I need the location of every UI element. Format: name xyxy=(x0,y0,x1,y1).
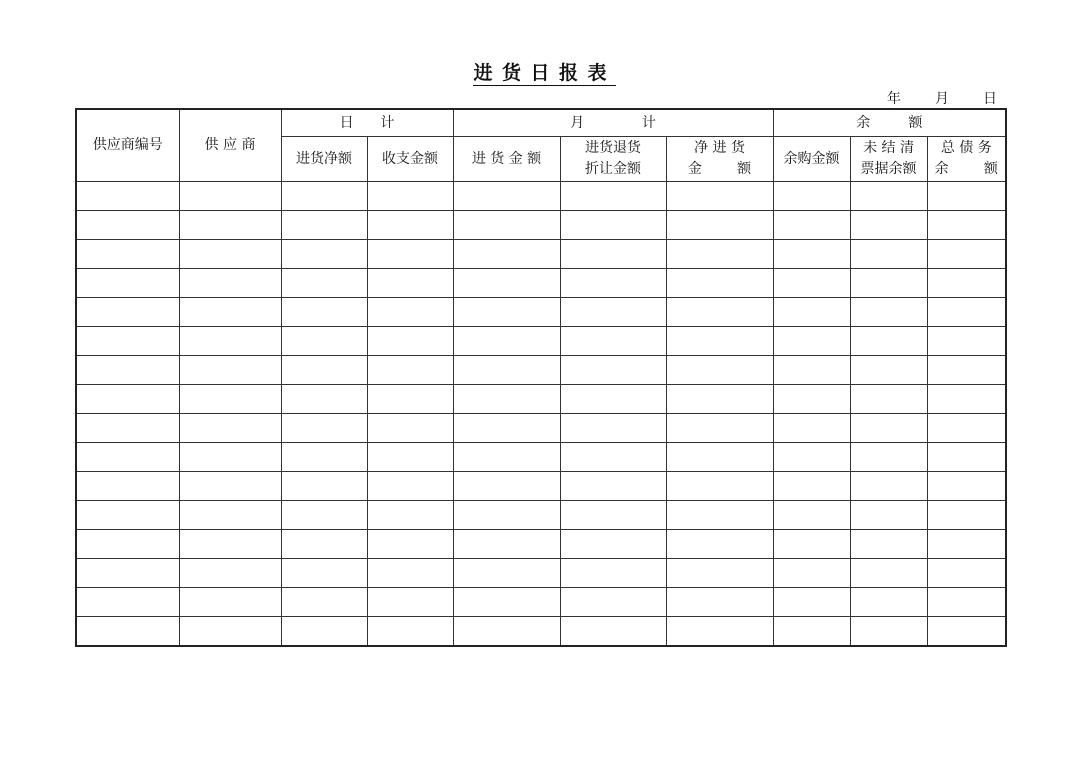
table-cell[interactable] xyxy=(927,472,1006,501)
table-cell[interactable] xyxy=(773,356,850,385)
table-row xyxy=(76,472,1006,501)
table-cell[interactable] xyxy=(179,356,281,385)
table-cell[interactable] xyxy=(850,269,927,298)
table-cell[interactable] xyxy=(367,356,453,385)
header-monthly-purchase-amount-text: 进 货 金 额 xyxy=(471,150,542,167)
table-cell[interactable] xyxy=(666,211,773,240)
table-cell[interactable] xyxy=(927,530,1006,559)
header-group-monthly xyxy=(453,109,773,137)
table-cell[interactable] xyxy=(281,443,367,472)
table-cell[interactable] xyxy=(927,385,1006,414)
table-cell[interactable] xyxy=(773,530,850,559)
table-cell[interactable] xyxy=(773,327,850,356)
table-cell[interactable] xyxy=(281,588,367,617)
table-cell[interactable] xyxy=(179,385,281,414)
table-cell[interactable] xyxy=(773,472,850,501)
header-daily-receipts-text: 收支金额 xyxy=(382,150,438,167)
table-row xyxy=(76,501,1006,530)
table-cell[interactable] xyxy=(927,356,1006,385)
table-cell[interactable] xyxy=(179,414,281,443)
header-supplier xyxy=(179,109,281,182)
table-row xyxy=(76,211,1006,240)
table-cell[interactable] xyxy=(367,588,453,617)
table-cell[interactable] xyxy=(560,356,666,385)
header-daily-net-purchase xyxy=(281,137,367,182)
header-group-balance xyxy=(773,109,1006,137)
header-monthly-net-line2: 金 额 xyxy=(687,161,752,177)
table-row xyxy=(76,298,1006,327)
header-group-balance-text: 余 额 xyxy=(856,114,923,131)
table-cell[interactable] xyxy=(927,182,1006,211)
table-cell[interactable] xyxy=(666,501,773,530)
table-cell[interactable] xyxy=(281,182,367,211)
table-cell[interactable] xyxy=(76,559,179,588)
table-row xyxy=(76,240,1006,269)
table-cell[interactable] xyxy=(281,414,367,443)
table-cell[interactable] xyxy=(281,240,367,269)
table-cell[interactable] xyxy=(666,443,773,472)
table-cell[interactable] xyxy=(927,443,1006,472)
table-cell[interactable] xyxy=(76,211,179,240)
header-group-monthly-text: 月 计 xyxy=(570,114,656,131)
table-cell[interactable] xyxy=(850,327,927,356)
header-monthly-net-line1: 净 进 货 xyxy=(694,140,745,156)
table-cell[interactable] xyxy=(666,385,773,414)
table-cell[interactable] xyxy=(773,240,850,269)
table-cell[interactable] xyxy=(773,617,850,647)
table-cell[interactable] xyxy=(850,240,927,269)
table-cell[interactable] xyxy=(179,269,281,298)
table-cell[interactable] xyxy=(453,240,560,269)
table-cell[interactable] xyxy=(367,472,453,501)
table-row xyxy=(76,356,1006,385)
table-cell[interactable] xyxy=(850,211,927,240)
table-cell[interactable] xyxy=(367,240,453,269)
table-cell[interactable] xyxy=(560,559,666,588)
table-cell[interactable] xyxy=(927,211,1006,240)
table-cell[interactable] xyxy=(367,298,453,327)
header-balance-unsettled-line1: 未 结 清 xyxy=(863,140,914,156)
header-balance-total-debt xyxy=(927,137,1006,182)
report-body xyxy=(76,182,1006,647)
table-cell[interactable] xyxy=(560,269,666,298)
header-balance-unsettled xyxy=(850,137,927,182)
table-cell[interactable] xyxy=(76,298,179,327)
table-cell[interactable] xyxy=(367,617,453,647)
table-cell[interactable] xyxy=(453,385,560,414)
table-cell[interactable] xyxy=(179,530,281,559)
table-cell[interactable] xyxy=(453,443,560,472)
table-cell[interactable] xyxy=(666,559,773,588)
header-monthly-return-line1: 进货退货 xyxy=(585,140,642,156)
table-cell[interactable] xyxy=(179,588,281,617)
table-cell[interactable] xyxy=(281,559,367,588)
table-cell[interactable] xyxy=(560,530,666,559)
table-cell[interactable] xyxy=(666,530,773,559)
table-cell[interactable] xyxy=(367,385,453,414)
table-cell[interactable] xyxy=(367,559,453,588)
table-cell[interactable] xyxy=(850,356,927,385)
table-cell[interactable] xyxy=(453,327,560,356)
table-cell[interactable] xyxy=(179,327,281,356)
header-balance-purchase xyxy=(773,137,850,182)
table-cell[interactable] xyxy=(927,414,1006,443)
table-cell[interactable] xyxy=(927,327,1006,356)
table-cell[interactable] xyxy=(367,182,453,211)
header-supplier-id xyxy=(76,109,179,182)
table-cell[interactable] xyxy=(850,559,927,588)
table-cell[interactable] xyxy=(560,182,666,211)
table-cell[interactable] xyxy=(773,414,850,443)
date-year-label: 年 xyxy=(887,91,901,107)
table-cell[interactable] xyxy=(850,530,927,559)
table-cell[interactable] xyxy=(560,588,666,617)
header-monthly-return-line2: 折让金额 xyxy=(585,161,642,177)
table-cell[interactable] xyxy=(76,269,179,298)
table-cell[interactable] xyxy=(453,530,560,559)
table-cell[interactable] xyxy=(76,501,179,530)
table-row xyxy=(76,559,1006,588)
header-daily-receipts xyxy=(367,137,453,182)
table-cell[interactable] xyxy=(850,472,927,501)
table-cell[interactable] xyxy=(179,298,281,327)
table-cell[interactable] xyxy=(76,472,179,501)
table-cell[interactable] xyxy=(773,385,850,414)
table-cell[interactable] xyxy=(560,298,666,327)
table-cell[interactable] xyxy=(927,588,1006,617)
table-cell[interactable] xyxy=(281,530,367,559)
header-group-daily xyxy=(281,109,453,137)
table-cell[interactable] xyxy=(453,472,560,501)
header-balance-purchase-text: 余购金额 xyxy=(783,150,840,167)
table-cell[interactable] xyxy=(76,327,179,356)
header-supplier-text: 供 应 商 xyxy=(204,137,256,153)
header-group-daily-text: 日 计 xyxy=(339,114,395,131)
table-cell[interactable] xyxy=(927,298,1006,327)
table-cell[interactable] xyxy=(281,298,367,327)
table-cell[interactable] xyxy=(850,385,927,414)
table-cell[interactable] xyxy=(179,240,281,269)
table-cell[interactable] xyxy=(927,617,1006,647)
table-cell[interactable] xyxy=(367,211,453,240)
table-row xyxy=(76,385,1006,414)
table-cell[interactable] xyxy=(179,211,281,240)
table-row xyxy=(76,414,1006,443)
purchase-daily-report-table xyxy=(75,108,1007,647)
table-cell[interactable] xyxy=(76,356,179,385)
table-cell[interactable] xyxy=(666,414,773,443)
table-row xyxy=(76,530,1006,559)
table-cell[interactable] xyxy=(773,443,850,472)
table-cell[interactable] xyxy=(453,414,560,443)
table-cell[interactable] xyxy=(560,385,666,414)
table-cell[interactable] xyxy=(453,617,560,647)
table-cell[interactable] xyxy=(666,240,773,269)
table-cell[interactable] xyxy=(281,211,367,240)
table-cell[interactable] xyxy=(179,501,281,530)
table-cell[interactable] xyxy=(560,472,666,501)
header-monthly-purchase-amount xyxy=(453,137,560,182)
table-cell[interactable] xyxy=(666,617,773,647)
table-cell[interactable] xyxy=(666,182,773,211)
table-cell[interactable] xyxy=(179,443,281,472)
table-cell[interactable] xyxy=(76,240,179,269)
table-cell[interactable] xyxy=(453,356,560,385)
table-cell[interactable] xyxy=(850,617,927,647)
table-cell[interactable] xyxy=(850,298,927,327)
table-cell[interactable] xyxy=(927,240,1006,269)
table-cell[interactable] xyxy=(281,269,367,298)
table-cell[interactable] xyxy=(560,240,666,269)
table-cell[interactable] xyxy=(76,385,179,414)
table-cell[interactable] xyxy=(666,327,773,356)
table-cell[interactable] xyxy=(560,414,666,443)
table-cell[interactable] xyxy=(453,298,560,327)
table-cell[interactable] xyxy=(76,588,179,617)
header-monthly-return-allowance xyxy=(560,137,666,182)
header-daily-net-purchase-text: 进货净额 xyxy=(296,150,352,167)
table-cell[interactable] xyxy=(560,617,666,647)
date-day-label: 日 xyxy=(983,91,997,107)
table-cell[interactable] xyxy=(367,530,453,559)
table-cell[interactable] xyxy=(281,501,367,530)
header-balance-total-line2: 余 额 xyxy=(934,161,998,177)
table-cell[interactable] xyxy=(453,211,560,240)
table-cell[interactable] xyxy=(453,269,560,298)
table-cell[interactable] xyxy=(281,327,367,356)
table-cell[interactable] xyxy=(666,472,773,501)
header-balance-total-line1: 总 债 务 xyxy=(940,140,992,156)
table-cell[interactable] xyxy=(367,327,453,356)
table-cell[interactable] xyxy=(773,269,850,298)
header-monthly-net-purchase xyxy=(666,137,773,182)
table-cell[interactable] xyxy=(927,501,1006,530)
table-cell[interactable] xyxy=(773,182,850,211)
table-cell[interactable] xyxy=(560,327,666,356)
table-cell[interactable] xyxy=(281,356,367,385)
table-cell[interactable] xyxy=(666,588,773,617)
table-cell[interactable] xyxy=(179,617,281,647)
table-cell[interactable] xyxy=(453,501,560,530)
table-cell[interactable] xyxy=(850,588,927,617)
table-cell[interactable] xyxy=(281,617,367,647)
table-cell[interactable] xyxy=(850,501,927,530)
table-row xyxy=(76,327,1006,356)
table-cell[interactable] xyxy=(179,472,281,501)
table-cell[interactable] xyxy=(773,501,850,530)
table-cell[interactable] xyxy=(367,443,453,472)
table-cell[interactable] xyxy=(666,269,773,298)
table-cell[interactable] xyxy=(666,356,773,385)
date-line xyxy=(887,88,997,108)
table-cell[interactable] xyxy=(453,182,560,211)
table-row xyxy=(76,182,1006,211)
table-cell[interactable] xyxy=(773,588,850,617)
table-cell[interactable] xyxy=(850,414,927,443)
table-cell[interactable] xyxy=(179,559,281,588)
table-cell[interactable] xyxy=(560,443,666,472)
table-cell[interactable] xyxy=(179,182,281,211)
table-cell[interactable] xyxy=(560,501,666,530)
date-month-label: 月 xyxy=(935,91,949,107)
report-title-text: 进货日报表 xyxy=(473,62,616,84)
header-balance-unsettled-line2: 票据余额 xyxy=(860,161,917,177)
table-cell[interactable] xyxy=(281,472,367,501)
table-cell[interactable] xyxy=(773,211,850,240)
table-cell[interactable] xyxy=(367,269,453,298)
table-cell[interactable] xyxy=(773,298,850,327)
table-cell[interactable] xyxy=(453,588,560,617)
table-cell[interactable] xyxy=(76,530,179,559)
table-cell[interactable] xyxy=(76,443,179,472)
table-row xyxy=(76,588,1006,617)
table-cell[interactable] xyxy=(850,182,927,211)
table-cell[interactable] xyxy=(281,385,367,414)
table-cell[interactable] xyxy=(453,559,560,588)
header-supplier-id-text: 供应商编号 xyxy=(92,137,163,153)
table-cell[interactable] xyxy=(850,443,927,472)
table-cell[interactable] xyxy=(76,414,179,443)
table-cell[interactable] xyxy=(927,269,1006,298)
table-row xyxy=(76,269,1006,298)
table-cell[interactable] xyxy=(76,617,179,647)
table-cell[interactable] xyxy=(666,298,773,327)
table-row xyxy=(76,617,1006,647)
report-title xyxy=(0,58,1080,85)
table-row xyxy=(76,443,1006,472)
table-cell[interactable] xyxy=(367,414,453,443)
table-cell[interactable] xyxy=(560,211,666,240)
table-cell[interactable] xyxy=(927,559,1006,588)
table-cell[interactable] xyxy=(76,182,179,211)
table-cell[interactable] xyxy=(773,559,850,588)
table-cell[interactable] xyxy=(367,501,453,530)
